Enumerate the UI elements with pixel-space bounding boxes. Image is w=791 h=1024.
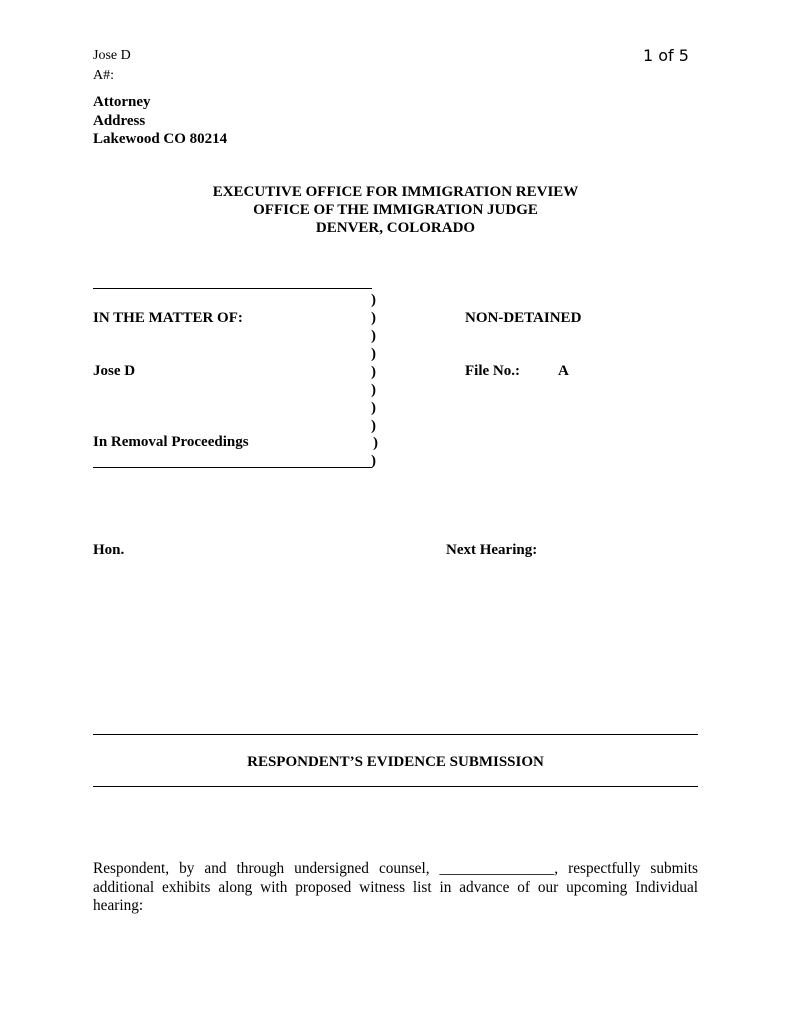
caption-paren: ) bbox=[373, 435, 378, 451]
court-name: EXECUTIVE OFFICE FOR IMMIGRATION REVIEW bbox=[212, 184, 579, 200]
caption-paren: ) bbox=[371, 310, 376, 326]
body-paragraph: Respondent, by and through undersigned counsel, _______________, respectfully submits additional exhibits along with proposed witness list in advance of our upcoming Individual hearing: bbox=[93, 860, 698, 914]
next-hearing-label: Next Hearing: bbox=[446, 542, 538, 558]
file-no-value: A bbox=[558, 363, 569, 379]
respondent-name-header: Jose D bbox=[93, 48, 131, 63]
judge-label: Hon. bbox=[93, 542, 125, 558]
court-location: DENVER, COLORADO bbox=[315, 220, 476, 236]
caption-paren: ) bbox=[371, 292, 376, 308]
attorney-city: Lakewood CO 80214 bbox=[93, 131, 228, 147]
attorney-address: Address bbox=[93, 113, 146, 129]
caption-top-rule bbox=[93, 288, 372, 289]
caption-paren: ) bbox=[371, 346, 376, 362]
caption-bottom-rule bbox=[93, 467, 372, 468]
caption-paren: ) bbox=[371, 364, 376, 380]
caption-paren: ) bbox=[371, 453, 376, 469]
attorney-name: Attorney bbox=[93, 94, 151, 110]
court-office: OFFICE OF THE IMMIGRATION JUDGE bbox=[253, 202, 538, 218]
caption-paren: ) bbox=[371, 328, 376, 344]
caption-paren: ) bbox=[371, 382, 376, 398]
caption-paren: ) bbox=[371, 400, 376, 416]
detention-status: NON-DETAINED bbox=[465, 310, 582, 326]
title-top-rule bbox=[93, 734, 698, 735]
document-title: RESPONDENT’S EVIDENCE SUBMISSION bbox=[247, 754, 544, 770]
matter-label: IN THE MATTER OF: bbox=[93, 310, 243, 326]
title-bottom-rule bbox=[93, 786, 698, 787]
a-number-label: A#: bbox=[93, 68, 114, 83]
caption-respondent: Jose D bbox=[93, 363, 136, 379]
page-indicator: 1 of 5 bbox=[643, 46, 689, 65]
proceedings-label: In Removal Proceedings bbox=[93, 434, 249, 450]
caption-paren: ) bbox=[371, 418, 376, 434]
file-no-label: File No.: bbox=[465, 363, 520, 379]
